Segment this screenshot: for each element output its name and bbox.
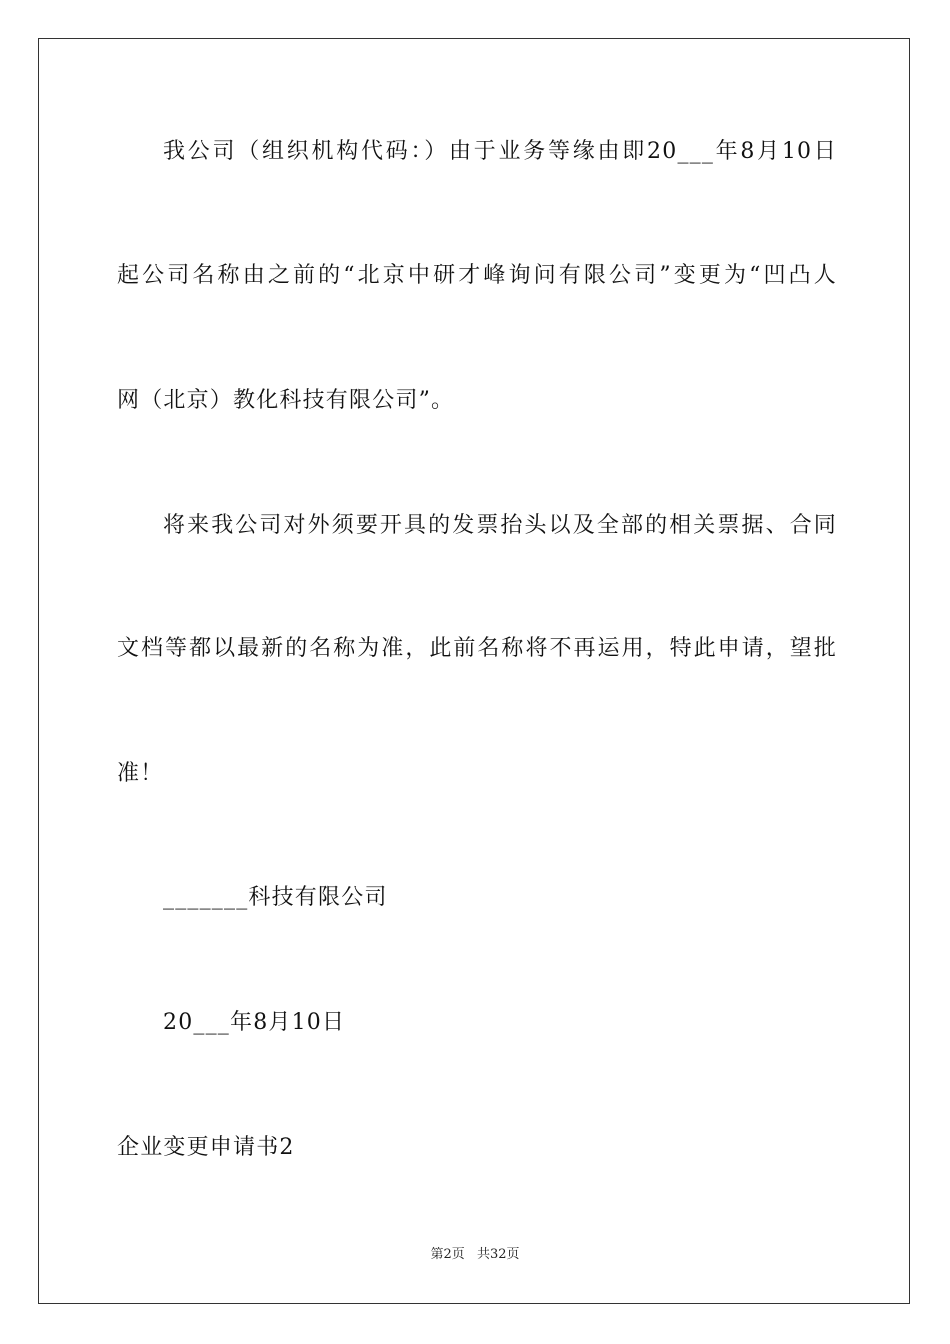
paragraph-1-line-1: 我公司（组织机构代码：）由于业务等缘由即20___年8月10日 (163, 139, 837, 164)
page-border (38, 38, 910, 1304)
paragraph-1-line-2: 起公司名称由之前的“北京中研才峰询问有限公司”变更为“凹凸人 (117, 263, 837, 288)
page-footer (0, 1246, 950, 1264)
signature-date: 20___年8月10日 (163, 1010, 346, 1035)
signature-company: _______科技有限公司 (163, 885, 388, 910)
page-number-total: 共32页 (476, 1247, 520, 1262)
paragraph-2-line-1: 将来我公司对外须要开具的发票抬头以及全部的相关票据、合同 (163, 513, 837, 538)
page-number-current: 第2页 (430, 1247, 465, 1262)
paragraph-2-line-3: 准！ (117, 761, 164, 786)
paragraph-2-line-2: 文档等都以最新的名称为准，此前名称将不再运用，特此申请，望批 (117, 636, 837, 661)
paragraph-1-line-3: 网（北京）教化科技有限公司”。 (117, 388, 455, 413)
section-heading: 企业变更申请书2 (117, 1135, 295, 1160)
